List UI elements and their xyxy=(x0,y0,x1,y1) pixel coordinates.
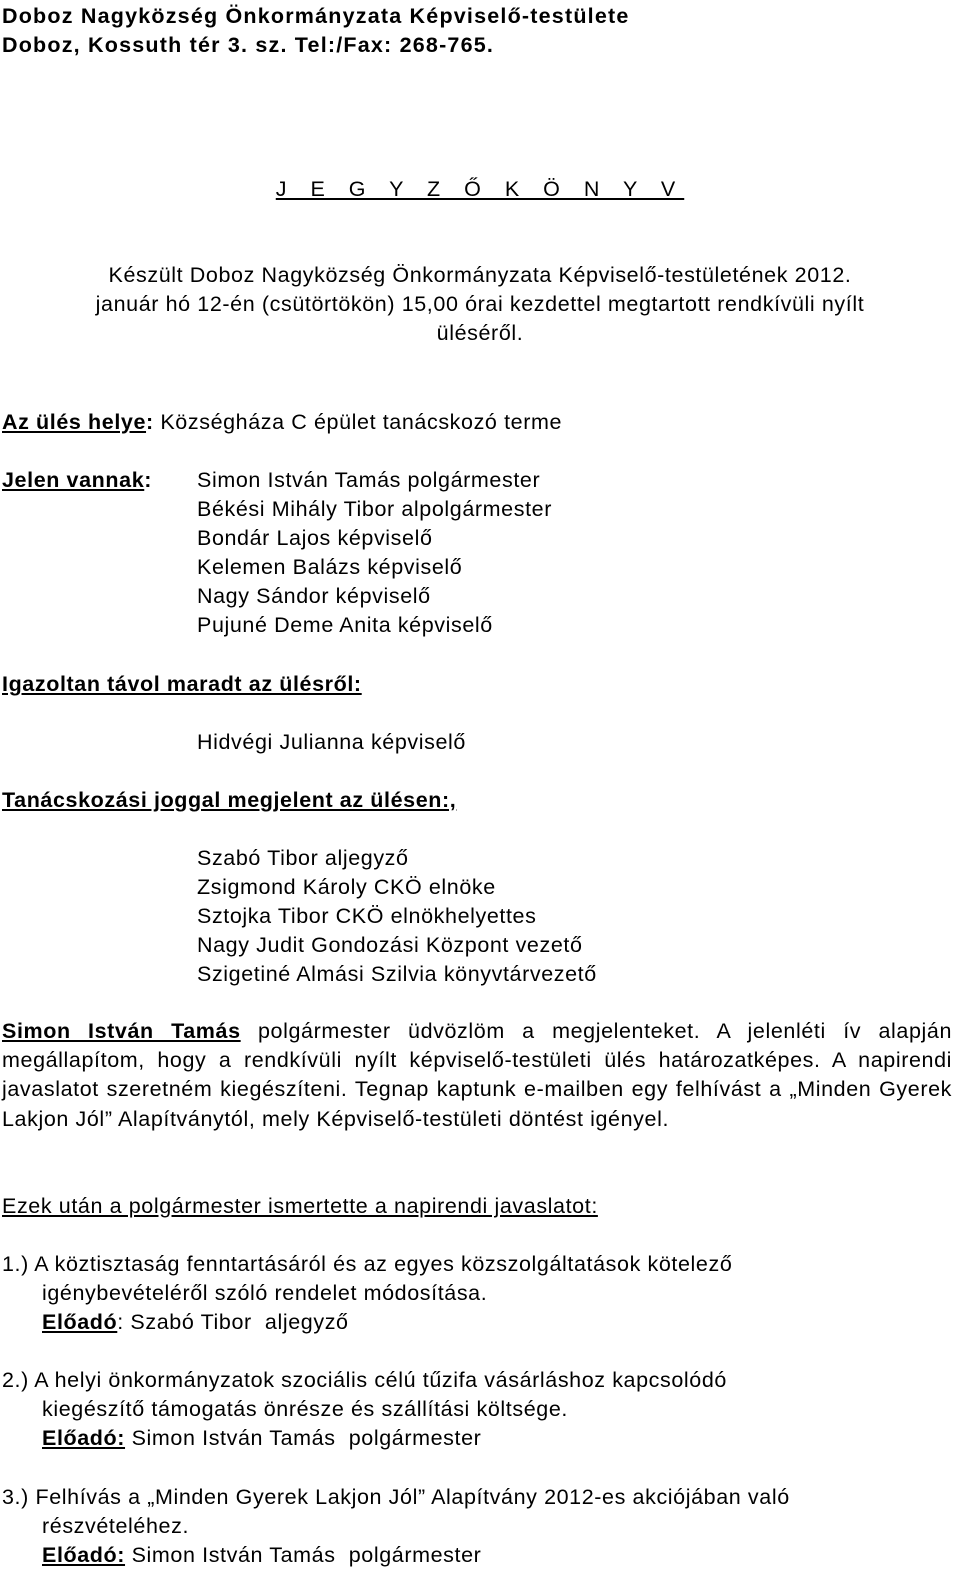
present-member: Békési Mihály Tibor alpolgármester xyxy=(197,497,552,521)
agenda-item-text: A köztisztaság fenntartásáról és az egyes közszolgáltatások kötelező xyxy=(28,1252,733,1276)
opening-speech xyxy=(2,1017,952,1134)
advisory-member: Sztojka Tibor CKÖ elnökhelyettes xyxy=(197,904,537,928)
agenda-item-text: A helyi önkormányzatok szociális célú tűzifa vásárláshoz kapcsolódó xyxy=(28,1368,727,1392)
intro-line-2: január hó 12-én (csütörtökön) 15,00 órai kezdettel megtartott rendkívüli nyílt xyxy=(95,292,865,316)
present-label: Jelen vannak xyxy=(2,468,145,492)
present-label-line xyxy=(2,465,152,495)
speech-speaker: Simon István Tamás xyxy=(2,1019,241,1043)
agenda-item-text: Felhívás a „Minden Gyerek Lakjon Jól” Alapítvány 2012-es akciójában való xyxy=(28,1485,790,1509)
advisory-member: Szabó Tibor aljegyző xyxy=(197,846,409,870)
location-value: Községháza C épület tanácskozó terme xyxy=(153,410,563,434)
meeting-location xyxy=(2,407,562,437)
absent-member: Hidvégi Julianna képviselő xyxy=(197,730,466,754)
presenter-label: Előadó: xyxy=(42,1426,126,1450)
agenda-item-3-continued: részvételéhez. xyxy=(42,1514,190,1538)
intro-line-1: Készült Doboz Nagyközség Önkormányzata Képviselő-testületének 2012. xyxy=(108,263,852,287)
advisory-label: Tanácskozási joggal megjelent az ülésen:, xyxy=(2,788,457,812)
present-member: Kelemen Balázs képviselő xyxy=(197,555,463,579)
agenda-item-number: 1.) xyxy=(2,1252,29,1276)
agenda-item-number: 2.) xyxy=(2,1368,29,1392)
agenda-item-1-presenter xyxy=(42,1307,349,1337)
agenda-item-3-presenter xyxy=(42,1540,481,1570)
advisory-member: Nagy Judit Gondozási Központ vezető xyxy=(197,933,583,957)
advisory-member: Zsigmond Károly CKÖ elnöke xyxy=(197,875,496,899)
agenda-intro: Ezek után a polgármester ismertette a napirendi javaslatot: xyxy=(2,1194,598,1218)
presenter-name: Szabó Tibor aljegyző xyxy=(123,1310,349,1334)
present-member: Pujuné Deme Anita képviselő xyxy=(197,613,493,637)
presenter-name: Simon István Tamás polgármester xyxy=(125,1543,482,1567)
absent-label: Igazoltan távol maradt az ülésről: xyxy=(2,672,362,696)
agenda-item-1-continued: igénybevételéről szóló rendelet módosítása. xyxy=(42,1281,488,1305)
presenter-label: Előadó: xyxy=(42,1543,126,1567)
agenda-item-3-title xyxy=(2,1482,790,1512)
present-member: Simon István Tamás polgármester xyxy=(197,468,541,492)
intro-line-3: üléséről. xyxy=(436,321,524,345)
present-member: Bondár Lajos képviselő xyxy=(197,526,433,550)
agenda-item-number: 3.) xyxy=(2,1485,29,1509)
header-line-1: Doboz Nagyközség Önkormányzata Képviselő-testülete xyxy=(2,4,630,28)
speech-text: polgármester üdvözlöm a megjelenteket. A jelenléti ív alapján megállapítom, hogy a rendkívüli nyílt képviselő-testületi ülés határozatképes. A napirendi javaslatot szeretném kiegészíteni. Tegnap kaptunk e-mailben egy felhívást a „Minden Gyerek Lakjon Jól” Alapítványtól, mely Képviselő-testületi döntést igényel. xyxy=(2,1019,952,1131)
present-member: Nagy Sándor képviselő xyxy=(197,584,431,608)
agenda-item-1-title xyxy=(2,1249,732,1279)
presenter-separator: : xyxy=(117,1310,124,1334)
presenter-name: Simon István Tamás polgármester xyxy=(125,1426,482,1450)
agenda-item-2-presenter xyxy=(42,1423,481,1453)
location-label: Az ülés helye xyxy=(2,410,147,434)
presenter-label: Előadó xyxy=(42,1310,118,1334)
agenda-item-2-continued: kiegészítő támogatás önrésze és szállítási költsége. xyxy=(42,1397,568,1421)
header-line-2: Doboz, Kossuth tér 3. sz. Tel:/Fax: 268-765. xyxy=(2,33,495,57)
document-title: J E G Y Z Ő K Ö N Y V xyxy=(275,177,685,201)
agenda-item-2-title xyxy=(2,1365,727,1395)
advisory-member: Szigetiné Almási Szilvia könyvtárvezető xyxy=(197,962,597,986)
present-separator: : xyxy=(144,468,153,492)
location-separator: : xyxy=(146,410,154,434)
